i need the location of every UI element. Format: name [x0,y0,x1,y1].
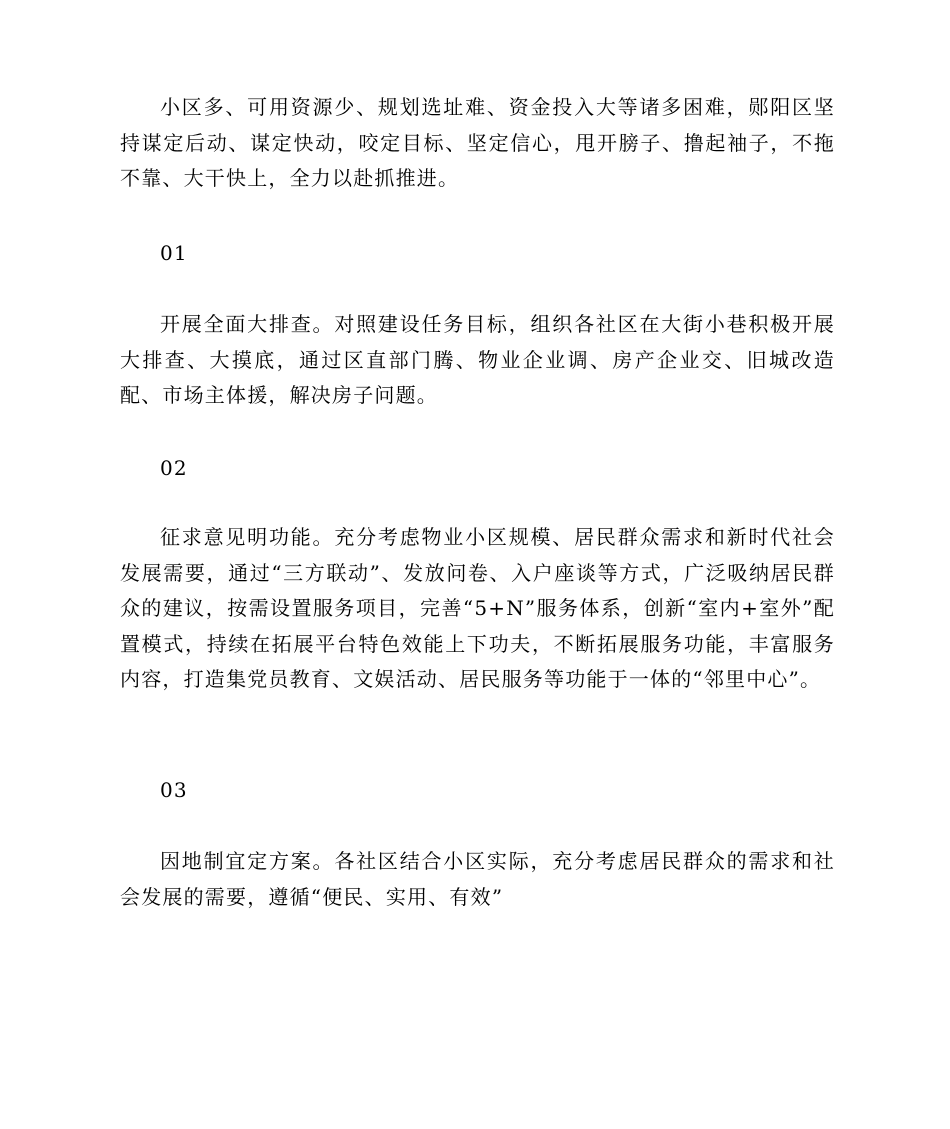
paragraph-plan: 因地制宜定方案。各社区结合小区实际，充分考虑居民群众的需求和社会发展的需要，遵循“便民、实用、有效” [120,849,835,909]
section-number-01: 01 [160,241,188,265]
paragraph-opinions: 征求意见明功能。充分考虑物业小区规模、居民群众需求和新时代社会发展需要，通过“三方联动”、发放问卷、入户座谈等方式，广泛吸纳居民群众的建议，按需设置服务项目，完善“5+N”服务体系，创新“室内+室外”配置模式，持续在拓展平台特色效能上下功夫，不断拓展服务功能，丰富服务内容，打造集党员教育、文娱活动、居民服务等功能于一体的“邻里中心”。 [120,525,835,691]
section-number-03: 03 [160,778,188,802]
section-number-02: 02 [160,456,188,480]
paragraph-investigation: 开展全面大排查。对照建设任务目标，组织各社区在大街小巷积极开展大排查、大摸底，通过区直部门腾、物业企业调、房产企业交、旧城改造配、市场主体援，解决房子问题。 [120,312,835,407]
paragraph-intro: 小区多、可用资源少、规划选址难、资金投入大等诸多困难，郧阳区坚持谋定后动、谋定快动，咬定目标、坚定信心，甩开膀子、撸起袖子，不拖不靠、大干快上，全力以赴抓推进。 [120,95,835,190]
